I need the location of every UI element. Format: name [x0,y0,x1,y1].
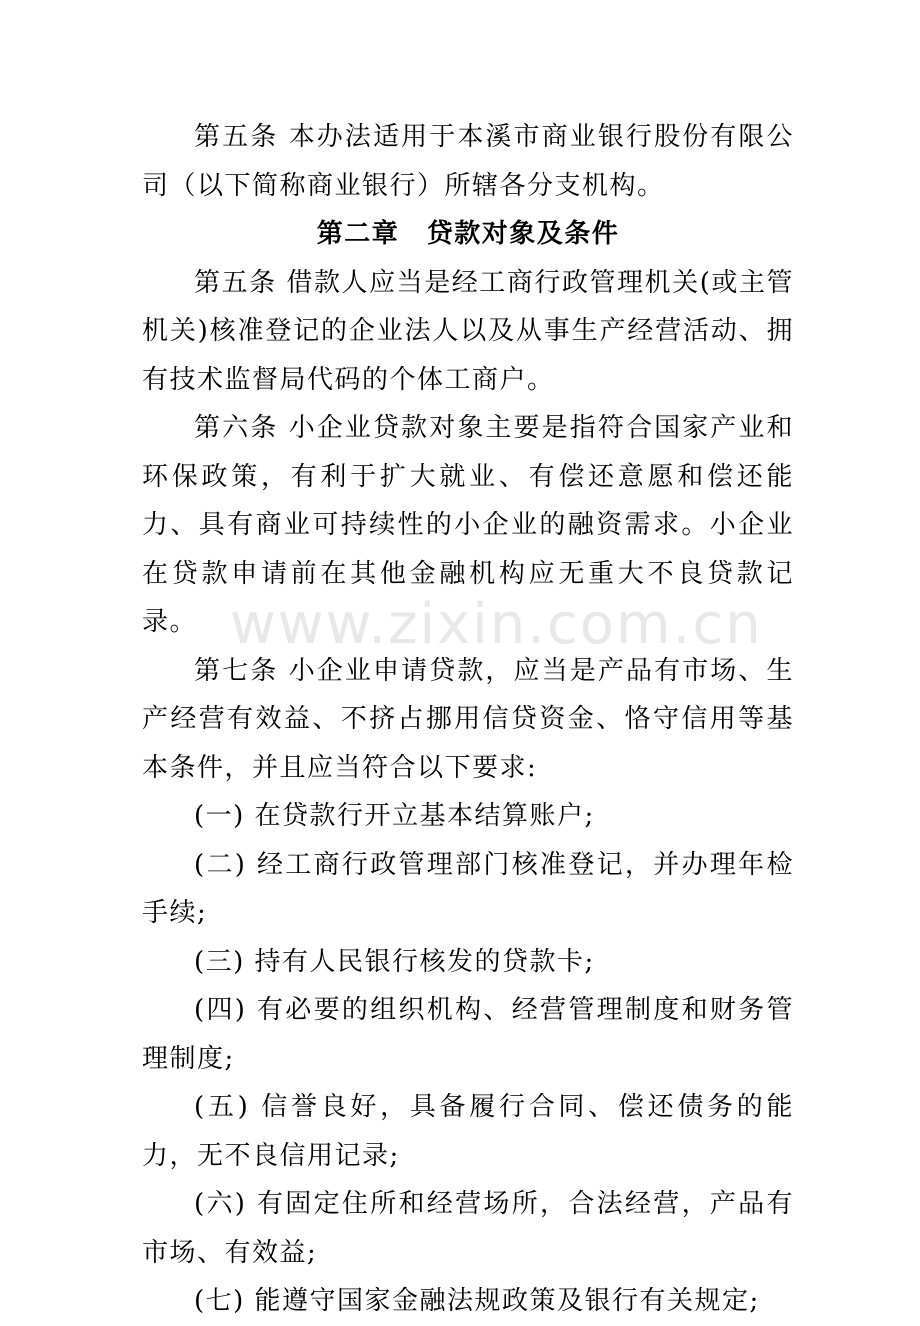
article-paragraph: 第七条 小企业申请贷款，应当是产品有市场、生产经营有效益、不挤占挪用信贷资金、恪守信用等基本条件，并且应当符合以下要求: [142,655,794,783]
article-paragraph: 第六条 小企业贷款对象主要是指符合国家产业和环保政策，有利于扩大就业、有偿还意愿和偿还能力、具有商业可持续性的小企业的融资需求。小企业在贷款申请前在其他金融机构应无重大不良贷款记录。 [142,413,794,637]
article-paragraph: 第五条 借款人应当是经工商行政管理机关(或主管机关)核准登记的企业法人以及从事生产经营活动、拥有技术监督局代码的个体工商户。 [142,267,794,395]
article-paragraph: 第五条 本办法适用于本溪市商业银行股份有限公司（以下简称商业银行）所辖各分支机构。 [142,122,794,201]
document-body [142,113,794,1326]
list-item: (一) 在贷款行开立基本结算账户; [194,801,595,831]
list-item: (五) 信誉良好，具备履行合同、偿还债务的能力，无不良信用记录; [142,1092,794,1171]
list-item: (六) 有固定住所和经营场所，合法经营，产品有市场、有效益; [142,1189,794,1268]
list-item: (七) 能遵守国家金融法规政策及银行有关规定; [194,1286,760,1316]
list-item: (四) 有必要的组织机构、经营管理制度和财务管理制度; [142,995,794,1074]
chapter-heading: 第二章 贷款对象及条件 [316,219,620,249]
watermark: www.zixin.com.cn [230,592,763,657]
list-item: (二) 经工商行政管理部门核准登记，并办理年检手续; [142,849,794,928]
list-item: (三) 持有人民银行核发的贷款卡; [194,946,595,977]
